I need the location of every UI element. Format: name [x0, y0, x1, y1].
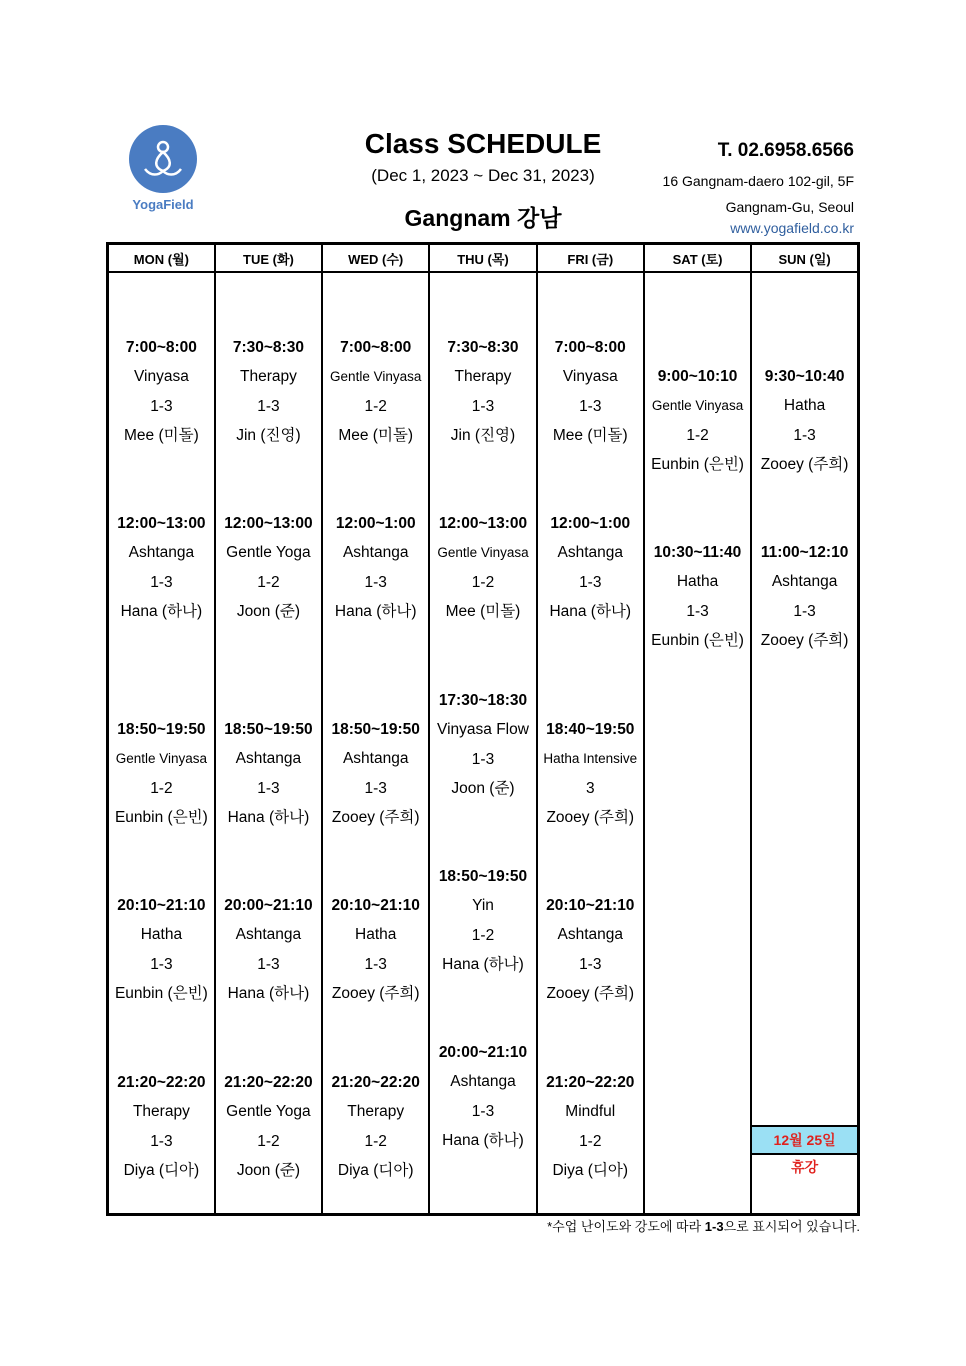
day-column-sun: [751, 272, 858, 1215]
class-block: [430, 509, 535, 627]
class-time: 12:00~13:00: [224, 515, 313, 532]
class-level: 1-3: [364, 573, 387, 591]
class-block: [538, 509, 643, 627]
class-time: 11:00~12:10: [760, 544, 849, 561]
class-block: [430, 333, 535, 451]
class-time: 7:00~8:00: [125, 339, 197, 356]
day-column-sat: [644, 272, 751, 1215]
class-time: 20:10~21:10: [117, 897, 206, 914]
yogafield-logo: [118, 120, 208, 220]
class-style: Hatha: [355, 926, 397, 944]
class-block: [538, 333, 643, 451]
class-teacher: Diya (디아): [123, 1162, 200, 1180]
class-level: 1-2: [364, 1132, 387, 1150]
class-time: 21:20~22:20: [331, 1074, 420, 1091]
class-block: [216, 509, 321, 627]
class-level: 1-3: [257, 955, 280, 973]
class-time: 12:00~13:00: [438, 515, 528, 532]
class-teacher: Mee (미돌): [338, 427, 414, 445]
class-teacher: Hana (하나): [334, 603, 417, 621]
footnote-prefix: *수업 난이도와 강도에 따라: [547, 1219, 705, 1234]
class-style: Ashtanga: [342, 544, 409, 562]
day-header: TUE (화): [215, 244, 322, 273]
class-style: Gentle Vinyasa: [651, 398, 744, 414]
class-time: 21:20~22:20: [224, 1074, 313, 1091]
day-header: WED (수): [322, 244, 429, 273]
class-teacher: Zooey (주희): [760, 456, 849, 474]
schedule-row: [108, 272, 859, 1215]
phone-number: T. 02.6958.6566: [717, 140, 854, 161]
class-block: [216, 1068, 321, 1186]
class-style: Mindful: [565, 1103, 616, 1121]
class-teacher: Hana (하나): [120, 603, 203, 621]
footnote-suffix: 으로 표시되어 있습니다.: [723, 1219, 860, 1234]
class-block: [109, 333, 214, 451]
class-level: 3: [585, 779, 595, 797]
class-time: 12:00~13:00: [117, 515, 206, 532]
class-block: [430, 862, 535, 980]
class-time: 9:30~10:40: [764, 368, 845, 385]
class-block: [109, 509, 214, 627]
class-block: [538, 1068, 643, 1186]
class-teacher: Diya (디아): [552, 1162, 629, 1180]
class-style: Ashtanga: [128, 544, 195, 562]
class-block: [216, 891, 321, 1009]
footnote-level: 1-3: [704, 1219, 724, 1234]
class-style: Ashtanga: [235, 750, 302, 768]
class-level: 1-2: [150, 779, 173, 797]
class-style: Gentle Yoga: [226, 544, 311, 562]
class-block: [109, 1068, 214, 1186]
day-header: THU (목): [429, 244, 536, 273]
class-time: 21:20~22:20: [117, 1074, 206, 1091]
class-teacher: Zooey (주희): [546, 985, 635, 1003]
class-level: 1-2: [471, 926, 495, 944]
class-style: Hatha: [676, 573, 719, 591]
day-header: SAT (토): [644, 244, 751, 273]
class-time: 20:10~21:10: [331, 897, 420, 914]
class-level: 1-3: [471, 397, 495, 415]
class-level: 1-2: [364, 397, 387, 415]
class-style: Gentle Yoga: [226, 1103, 311, 1121]
class-block: [323, 333, 428, 451]
class-style: Gentle Vinyasa: [115, 751, 208, 767]
class-time: 20:00~21:10: [438, 1044, 528, 1061]
class-teacher: Eunbin (은빈): [651, 632, 744, 650]
class-block: [752, 538, 857, 656]
class-style: Ashtanga: [557, 926, 624, 944]
class-teacher: Eunbin (은빈): [114, 985, 208, 1003]
day-column-wed: [322, 272, 429, 1215]
class-level: 1-3: [364, 955, 387, 973]
class-block: [323, 891, 428, 1009]
class-block: [323, 1068, 428, 1186]
day-header-row: [108, 244, 859, 273]
class-style: Ashtanga: [342, 750, 409, 768]
class-style: Gentle Vinyasa: [330, 369, 422, 385]
class-time: 20:10~21:10: [546, 897, 635, 914]
class-style: Ashtanga: [450, 1073, 516, 1091]
class-time: 18:50~19:50: [224, 721, 313, 738]
address-line-2: Gangnam-Gu, Seoul: [725, 199, 854, 215]
class-teacher: Hana (하나): [442, 956, 524, 974]
class-teacher: Joon (준): [451, 780, 515, 798]
day-header: FRI (금): [537, 244, 644, 273]
logo-text: YogaField: [132, 197, 194, 212]
class-teacher: Jin (진영): [450, 427, 516, 445]
class-style: Therapy: [454, 368, 512, 386]
class-time: 18:40~19:50: [546, 721, 635, 738]
lotus-icon: [129, 125, 197, 193]
class-time: 18:50~19:50: [438, 868, 528, 885]
class-teacher: Joon (준): [236, 1162, 301, 1180]
class-style: Vinyasa Flow: [437, 721, 529, 739]
day-column-tue: [215, 272, 322, 1215]
class-style: Therapy: [132, 1103, 190, 1121]
class-level: 1-3: [579, 955, 602, 973]
class-level: 1-3: [579, 397, 602, 415]
class-style: Therapy: [347, 1103, 405, 1121]
level-footnote: [547, 1216, 860, 1235]
class-teacher: Mee (미돌): [124, 427, 199, 445]
class-teacher: Mee (미돌): [445, 603, 521, 621]
class-level: 1-3: [793, 602, 816, 620]
website-link[interactable]: www.yogafield.co.kr: [730, 220, 854, 236]
class-block: [645, 538, 750, 656]
class-style: Ashtanga: [771, 573, 838, 591]
class-teacher: Hana (하나): [442, 1132, 524, 1150]
class-level: 1-2: [257, 1132, 280, 1150]
class-teacher: Zooey (주희): [331, 809, 420, 827]
class-time: 10:30~11:40: [653, 544, 742, 561]
class-teacher: Eunbin (은빈): [651, 456, 744, 474]
class-time: 7:30~8:30: [447, 339, 519, 356]
class-level: 1-3: [150, 1132, 173, 1150]
class-block: [645, 362, 750, 480]
class-level: 1-3: [364, 779, 387, 797]
class-block: [216, 333, 321, 451]
contact-block: [663, 140, 854, 236]
date-range: (Dec 1, 2023 ~ Dec 31, 2023): [371, 166, 595, 185]
class-block: [323, 509, 428, 627]
class-block: [430, 1038, 535, 1156]
class-style: Ashtanga: [557, 544, 624, 562]
class-style: Yin: [472, 897, 494, 915]
day-column-mon: [108, 272, 215, 1215]
class-level: 1-3: [686, 602, 709, 620]
class-teacher: Zooey (주희): [760, 632, 849, 650]
class-teacher: Diya (디아): [337, 1162, 414, 1180]
class-block: [752, 362, 857, 480]
class-level: 1-3: [257, 397, 280, 415]
holiday-label: 휴강: [791, 1159, 819, 1175]
class-level: 1-2: [471, 573, 495, 591]
class-teacher: Zooey (주희): [331, 985, 420, 1003]
class-level: 1-3: [150, 573, 173, 591]
class-block: [109, 715, 214, 833]
class-style: Hatha: [140, 926, 183, 944]
class-time: 21:20~22:20: [546, 1074, 635, 1091]
class-level: 1-3: [471, 750, 495, 768]
class-time: 20:00~21:10: [224, 897, 313, 914]
class-teacher: Hana (하나): [227, 809, 310, 827]
day-header: SUN (일): [751, 244, 858, 273]
class-block: [430, 686, 535, 804]
class-time: 12:00~1:00: [335, 515, 416, 532]
class-style: Hatha Intensive: [543, 751, 638, 767]
class-teacher: Hana (하나): [549, 603, 632, 621]
class-level: 1-3: [257, 779, 280, 797]
class-style: Therapy: [239, 368, 297, 386]
page-title: Class SCHEDULE: [364, 128, 602, 159]
class-level: 1-2: [686, 426, 709, 444]
class-block: [538, 715, 643, 833]
branch-name: Gangnam 강남: [404, 205, 562, 231]
holiday-date: 12월 25일: [752, 1125, 857, 1155]
day-header: MON (월): [108, 244, 215, 273]
schedule-table: [106, 242, 860, 1216]
class-time: 9:00~10:10: [657, 368, 738, 385]
class-style: Ashtanga: [235, 926, 302, 944]
class-time: 12:00~1:00: [550, 515, 631, 532]
class-teacher: Zooey (주희): [546, 809, 635, 827]
class-block: [109, 891, 214, 1009]
class-level: 1-3: [150, 397, 173, 415]
class-style: Hatha: [783, 397, 826, 415]
class-level: 1-3: [579, 573, 602, 591]
class-teacher: Jin (진영): [236, 427, 301, 445]
class-style: Vinyasa: [562, 368, 618, 386]
class-level: 1-3: [793, 426, 816, 444]
class-level: 1-3: [471, 1102, 495, 1120]
class-block: [323, 715, 428, 833]
class-time: 18:50~19:50: [331, 721, 420, 738]
class-level: 1-3: [150, 955, 173, 973]
address-line-1: 16 Gangnam-daero 102-gil, 5F: [662, 173, 854, 189]
class-time: 18:50~19:50: [117, 721, 206, 738]
class-teacher: Eunbin (은빈): [114, 809, 208, 827]
class-block: [216, 715, 321, 833]
class-teacher: Mee (미돌): [552, 427, 628, 445]
class-time: 7:30~8:30: [232, 339, 304, 356]
day-column-fri: [537, 272, 644, 1215]
class-style: Vinyasa: [133, 368, 189, 386]
day-column-thu: [429, 272, 536, 1215]
class-time: 7:00~8:00: [554, 339, 626, 356]
class-teacher: Hana (하나): [227, 985, 310, 1003]
class-time: 17:30~18:30: [438, 692, 528, 709]
class-block: [538, 891, 643, 1009]
class-time: 7:00~8:00: [340, 339, 412, 356]
class-style: Gentle Vinyasa: [437, 545, 529, 561]
class-level: 1-2: [257, 573, 280, 591]
class-level: 1-2: [579, 1132, 602, 1150]
class-teacher: Joon (준): [236, 603, 301, 621]
